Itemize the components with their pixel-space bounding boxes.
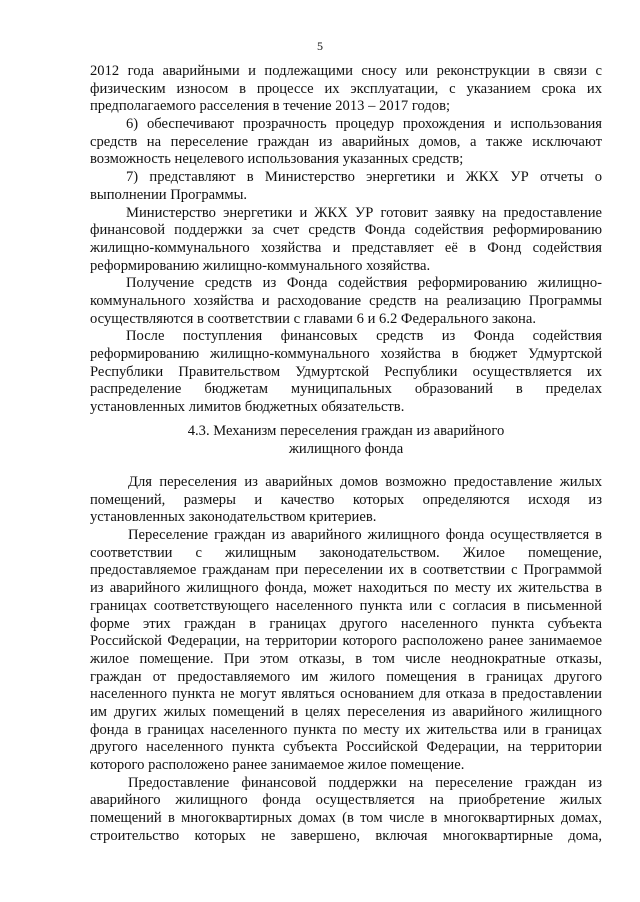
text-line: жилищно-коммунального хозяйства и представляет её в Фонд содействия [90, 239, 602, 256]
text-line: помещений, размеры и качество которых определяются исходя из [90, 491, 602, 508]
text-line: Республики Правительством Удмуртской Республики осуществляется их [90, 363, 602, 380]
text-line: физическим износом в процессе их эксплуатации, с указанием срока их [90, 80, 602, 97]
text-line: соответствии с жилищным законодательством. Жилое помещение, [90, 544, 602, 561]
text-line: реформированию жилищно-коммунального хозяйства в бюджет Удмуртской [90, 346, 602, 362]
heading-line: 4.3. Механизм переселения граждан из аварийного [187, 423, 505, 439]
text-line: которого расположено ранее занимаемое жилое помещение. [90, 757, 465, 773]
text-block-bottom [90, 474, 602, 845]
text-line: финансовой поддержки за счет средств Фонда содействия реформированию [90, 222, 602, 239]
text-line: населенного пункта не могут являться основанием для отказа в предоставлении [90, 686, 602, 703]
text-block-top [90, 63, 602, 417]
text-line: Российской Федерации, на территории которого расположено ранее занимаемое [90, 633, 602, 650]
text-line: предоставляемое гражданам при переселении их в соответствии с Программой [90, 562, 602, 579]
text-line: возможность нецелевого использования указанных средств; [90, 151, 464, 168]
heading-line: жилищного фонда [288, 440, 404, 457]
section-heading [90, 423, 602, 458]
text-line: помещений в многоквартирных домах (в том числе в многоквартирных домах, [90, 810, 602, 827]
text-line: фонда в границах населенного пункта по месту их жительства или в границах [90, 721, 602, 738]
text-line: После поступления финансовых средств из Фонда содействия [126, 328, 602, 345]
text-line: реформированию жилищно-коммунального хозяйства. [90, 257, 431, 274]
text-line: Министерство энергетики и ЖКХ УР готовит заявку на предоставление [126, 204, 602, 221]
text-line: из аварийного жилищного фонда, может находиться по месту их жительства в [90, 580, 602, 597]
text-line: осуществляются в соответствии с главами 6 и 6.2 Федерального закона. [90, 310, 536, 327]
text-line: Получение средств из Фонда содействия реформированию жилищно- [126, 275, 602, 292]
text-line: границах соответствующего населенного пункта или с согласия в письменной [90, 597, 602, 614]
text-line: предполагаемого расселения в течение 2013 – 2017 годов; [90, 98, 451, 115]
text-line: жилое помещение. При этом отказы, в том числе неоднократные отказы, [90, 650, 602, 667]
text-line: форме этих граждан в границах другого населенного пункта субъекта [90, 615, 602, 632]
text-line: Переселение граждан из аварийного жилищного фонда осуществляется в [128, 527, 602, 544]
page-number: 5 [317, 39, 323, 53]
text-line: установленных законодательством критериев. [90, 509, 377, 526]
text-line: 6) обеспечивают прозрачность процедур прохождения и использования [126, 116, 602, 133]
text-line: средств на переселение граждан из аварийных домов, а также исключают [90, 133, 602, 150]
text-line: другого населенного пункта субъекта Российской Федерации, на территории [90, 739, 602, 756]
text-line: Предоставление финансовой поддержки на переселение граждан из [128, 774, 602, 791]
text-line: распределение бюджетам муниципальных образований в пределах [90, 381, 602, 398]
text-line: установленных лимитов бюджетных обязательств. [90, 399, 405, 416]
text-line: 2012 года аварийными и подлежащими сносу или реконструкции в связи с [90, 63, 602, 79]
text-line: граждан от предоставляемого им жилого помещения в границах другого [90, 668, 602, 685]
text-line: 7) представляют в Министерство энергетики и ЖКХ УР отчеты о [126, 169, 602, 186]
text-line: выполнении Программы. [90, 186, 248, 203]
text-line: коммунального хозяйства и расходование средств на реализацию Программы [90, 292, 602, 309]
text-line: строительство которых не завершено, включая многоквартирные дома, [90, 827, 602, 844]
text-line: им других жилых помещений в целях переселения из аварийного жилищного [90, 703, 602, 720]
text-line: аварийного жилищного фонда осуществляется на приобретение жилых [90, 792, 602, 809]
text-line: Для переселения из аварийных домов возможно предоставление жилых [128, 474, 602, 490]
